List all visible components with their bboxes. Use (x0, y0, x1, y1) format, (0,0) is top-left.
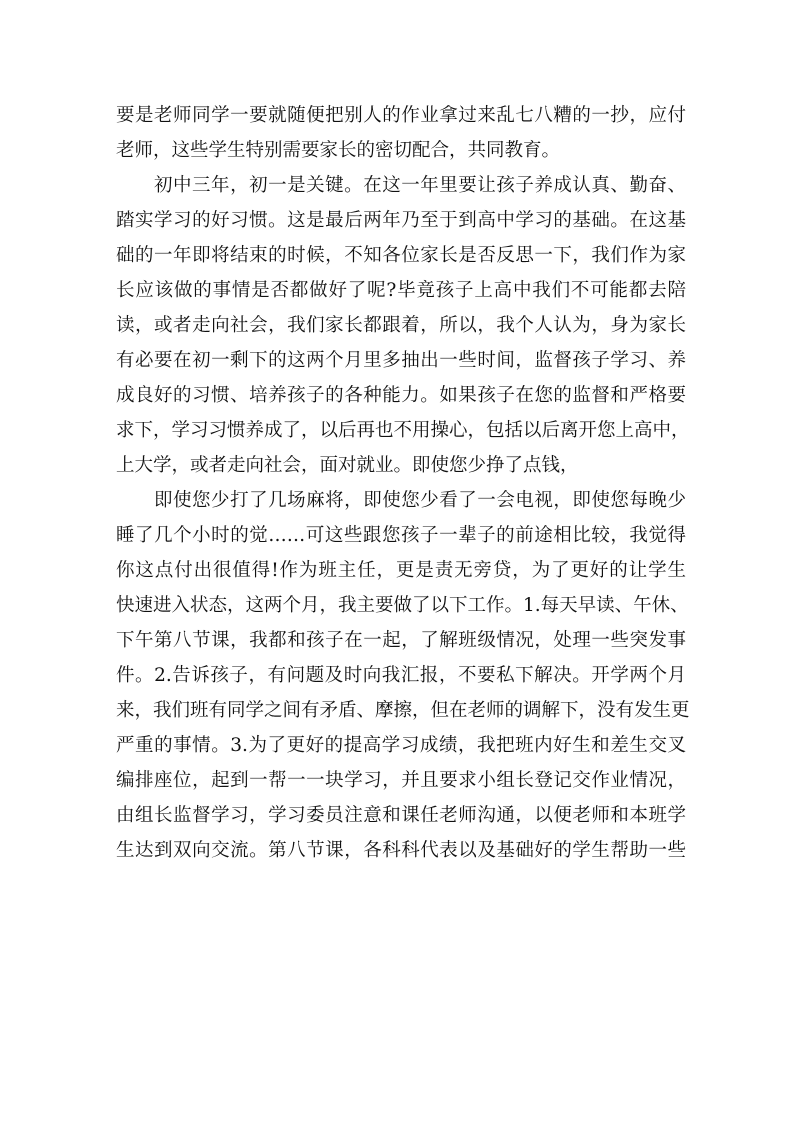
text-line: 来，我们班有同学之间有矛盾、摩擦，但在老师的调解下，没有发生更 (116, 700, 690, 721)
text-line: 踏实学习的好习惯。这是最后两年乃至于到高中学习的基础。在这基 (116, 210, 686, 231)
text-line: 快速进入状态，这两个月，我主要做了以下工作。1.每天早读、午休、 (116, 595, 689, 616)
text-line: 求下，学习习惯养成了，以后再也不用操心，包括以后离开您上高中， (116, 420, 690, 441)
text-line: 础的一年即将结束的时候，不知各位家长是否反思一下，我们作为家 (116, 245, 686, 266)
paragraph-3 (116, 483, 690, 868)
text-line: 生达到双向交流。第八节课，各科科代表以及基础好的学生帮助一些 (116, 840, 686, 861)
text-line: 睡了几个小时的觉……可这些跟您孩子一辈子的前途相比较，我觉得 (116, 525, 686, 546)
text-line: 上大学，或者走向社会，面对就业。即使您少挣了点钱， (116, 455, 579, 476)
document-page (116, 98, 690, 868)
text-line: 严重的事情。3.为了更好的提高学习成绩，我把班内好生和差生交叉 (116, 735, 686, 756)
text-line: 你这点付出很值得!作为班主任，更是责无旁贷，为了更好的让学生 (116, 560, 686, 581)
text-line: 件。2.告诉孩子，有问题及时向我汇报，不要私下解决。开学两个月 (116, 665, 686, 686)
text-line: 老师，这些学生特别需要家长的密切配合，共同教育。 (116, 140, 561, 161)
text-line: 编排座位，起到一帮一一块学习，并且要求小组长登记交作业情况， (116, 770, 686, 791)
text-line: 长应该做的事情是否都做好了呢?毕竟孩子上高中我们不可能都去陪 (116, 280, 686, 301)
text-line: 成良好的习惯、培养孩子的各种能力。如果孩子在您的监督和严格要 (116, 385, 686, 406)
text-line: 下午第八节课，我都和孩子在一起，了解班级情况，处理一些突发事 (116, 630, 686, 651)
text-line: 有必要在初一剩下的这两个月里多抽出一些时间，监督孩子学习、养 (116, 350, 686, 371)
text-line: 要是老师同学一要就随便把别人的作业拿过来乱七八糟的一抄，应付 (116, 105, 686, 126)
text-line: 由组长监督学习，学习委员注意和课任老师沟通，以便老师和本班学 (116, 805, 686, 826)
paragraph-1 (116, 98, 686, 168)
text-line: 即使您少打了几场麻将，即使您少看了一会电视，即使您每晚少 (154, 490, 686, 511)
paragraph-2 (116, 168, 690, 483)
text-line: 读，或者走向社会，我们家长都跟着，所以，我个人认为，身为家长 (116, 315, 686, 336)
text-line: 初中三年，初一是关键。在这一年里要让孩子养成认真、勤奋、 (154, 175, 686, 196)
